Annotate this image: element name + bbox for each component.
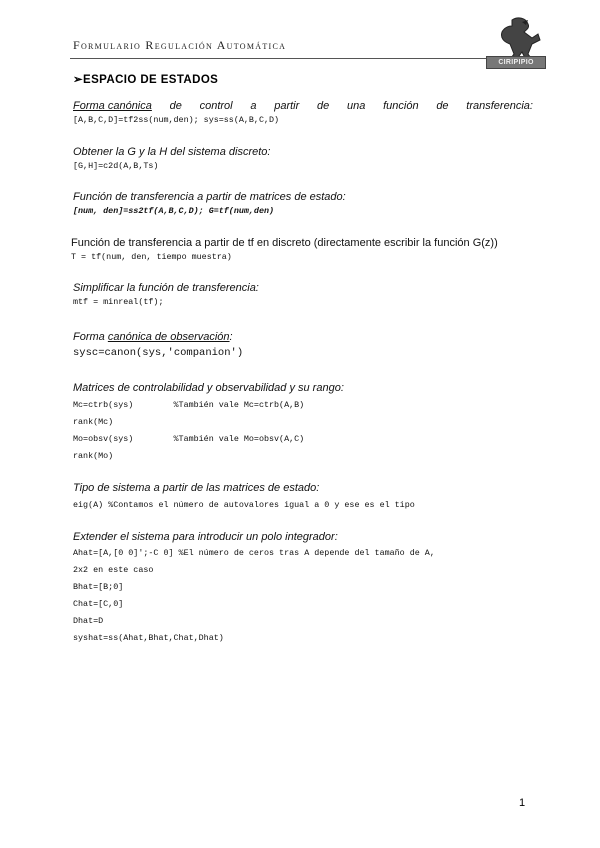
page-number: 1 [519,797,526,809]
code-line: sysc=canon(sys,'companion') [73,347,244,359]
heading-word: función [383,100,419,112]
heading-word: transferencia: [466,100,533,112]
heading-tf-discrete: Función de transferencia a partir de tf en discreto (directamente escribir la función G(z)) [71,237,498,249]
code-line: [G,H]=c2d(A,B,Ts) [73,161,159,171]
block-ss2tf [73,191,533,219]
code-line: [A,B,C,D]=tf2ss(num,den); sys=ss(A,B,C,D) [73,115,280,125]
header-rule [70,58,540,59]
code-line: [num, den]=ss2tf(A,B,C,D); G=tf(num,den) [73,206,275,216]
heading-word: de [169,100,182,112]
code-line: Dhat=D [73,616,104,626]
heading-word: control [199,100,233,112]
block-canonical-control [73,100,533,128]
heading-system-type: Tipo de sistema a partir de las matrices de estado: [73,482,320,494]
code-line: Mo=obsv(sys) %También vale Mo=obsv(A,C) [73,434,305,444]
heading-ss2tf: Función de transferencia a partir de matrices de estado: [73,191,346,203]
heading-part: Forma [73,331,108,343]
block-minreal [73,282,533,310]
heading-observation [73,331,533,343]
block-discrete [73,146,533,174]
heading-controllability: Matrices de controlabilidad y observabilidad y su rango: [73,382,344,394]
heading-integrator: Extender el sistema para introducir un polo integrador: [73,531,338,543]
section-title: ➢ESPACIO DE ESTADOS [73,74,219,86]
code-line: T = tf(num, den, tiempo muestra) [71,252,232,262]
code-line: syshat=ss(Ahat,Bhat,Chat,Dhat) [73,633,224,643]
code-line: Chat=[C,0] [73,599,124,609]
block-system-type [73,482,533,513]
heading-word: partir [274,100,300,112]
heading-word: de [317,100,330,112]
block-controllability [73,382,533,465]
block-tf-discrete [71,237,541,265]
code-line: Ahat=[A,[0 0]';-C 0] %El número de ceros tras A depende del tamaño de A, [73,548,435,558]
heading-part: canónica de observación [107,331,230,343]
code-line: mtf = minreal(tf); [73,297,164,307]
heading-minreal: Simplificar la función de transferencia: [73,282,259,294]
heading-word: a [250,100,257,112]
code-line: Bhat=[B;0] [73,582,124,592]
code-line: 2x2 en este caso [73,565,154,575]
heading-part: : [229,331,233,343]
heading-canonical-control [73,100,533,112]
heading-discrete: Obtener la G y la H del sistema discreto: [73,146,271,158]
logo-wordmark: CIRIPIPIO [486,56,546,69]
code-line: rank(Mc) [73,417,114,427]
heading-word: de [436,100,449,112]
header-title: Formulario Regulación Automática [73,38,287,52]
block-integrator [73,531,533,647]
code-line: rank(Mo) [73,451,114,461]
block-observation [73,331,533,363]
code-line: eig(A) %Contamos el número de autovalores igual a 0 y ese es el tipo [73,500,415,510]
heading-word: una [347,100,366,112]
heading-word: Forma canónica [73,100,152,112]
code-line: Mc=ctrb(sys) %También vale Mc=ctrb(A,B) [73,400,305,410]
